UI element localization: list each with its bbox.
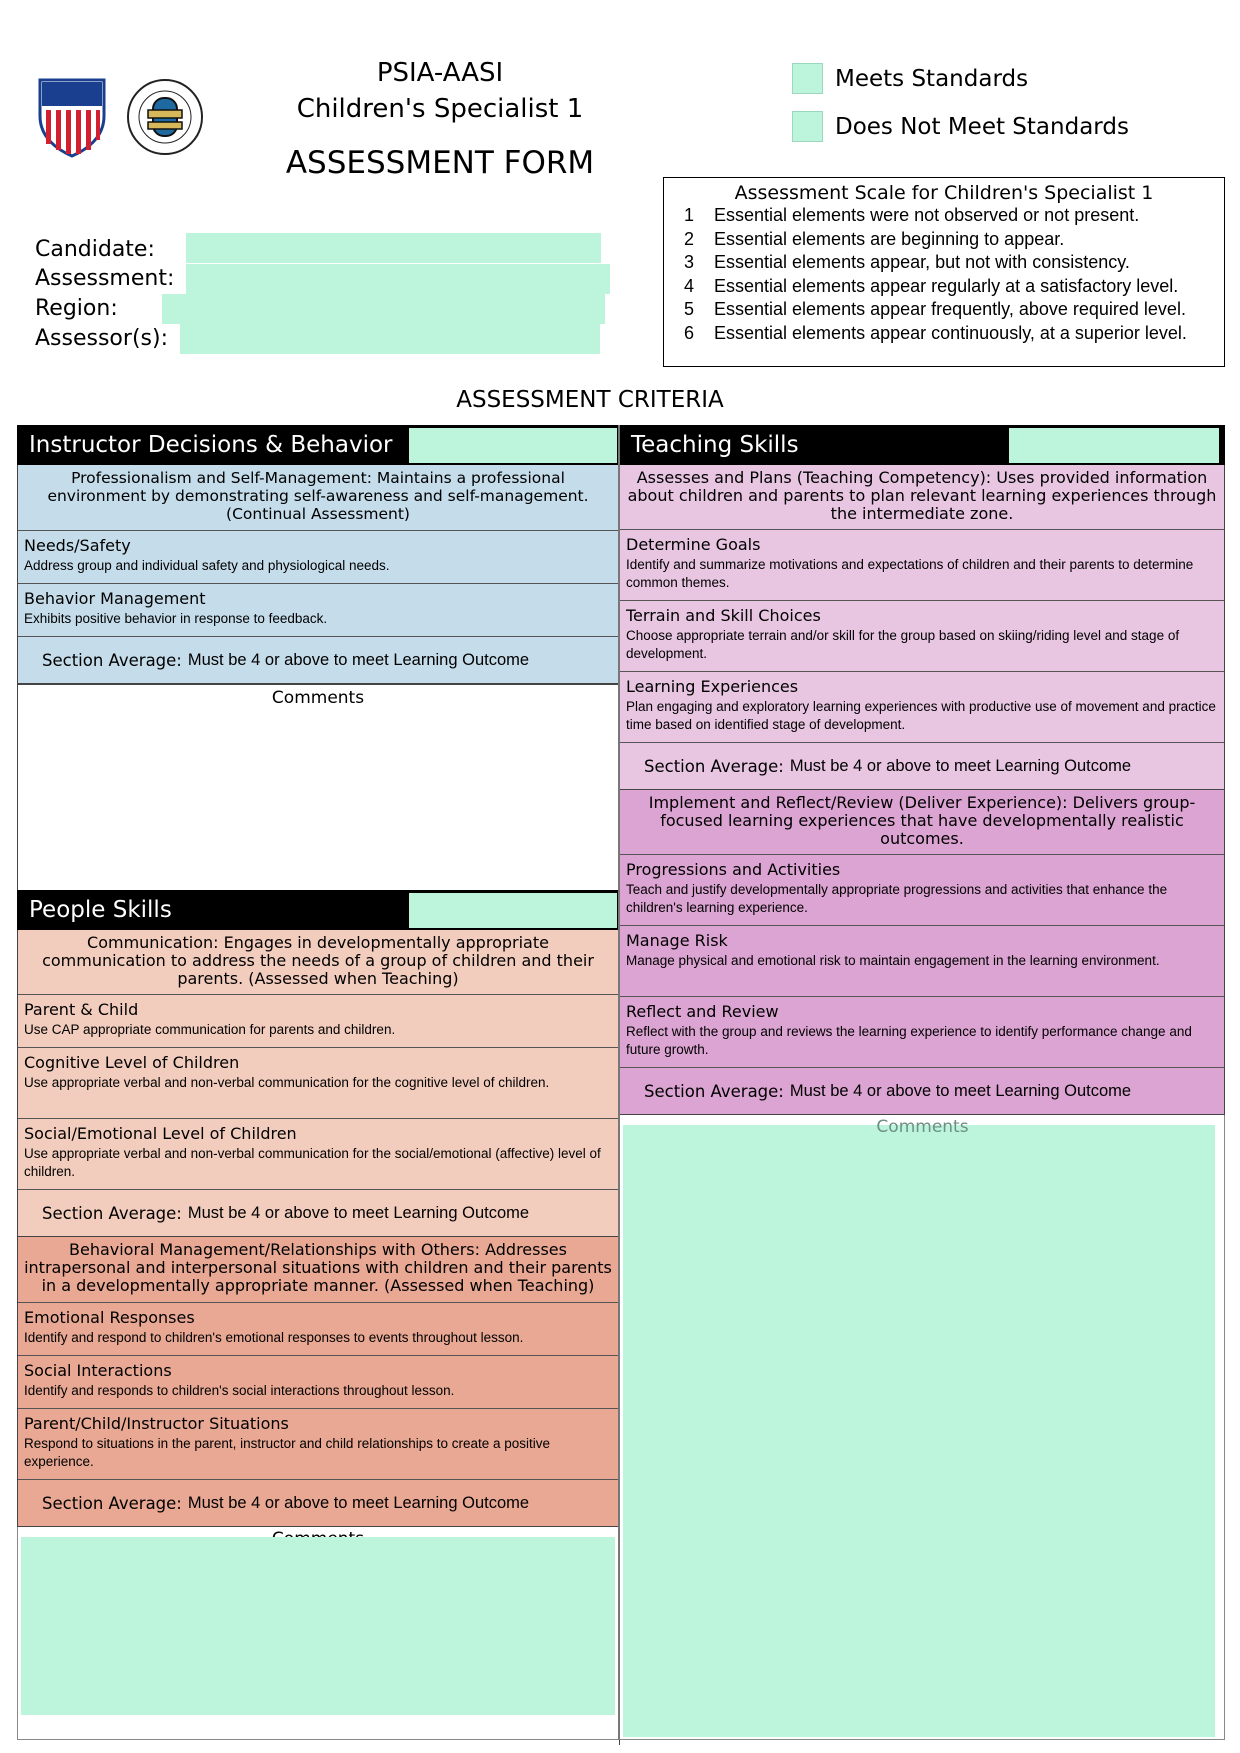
teaching-comments[interactable] <box>619 1115 1225 1745</box>
people-comments-field[interactable] <box>21 1537 615 1715</box>
instructor-criteria <box>17 465 619 684</box>
teaching-comments-field[interactable] <box>623 1125 1215 1737</box>
communication-criteria <box>17 930 619 1237</box>
assesses-plans-intro: Assesses and Plans (Teaching Competency): Uses provided information about children and parents to plan relevant learning experiences through the intermediate zone. <box>620 465 1224 530</box>
list-item: Needs/Safety Address group and individual safety and physiological needs. <box>18 531 618 584</box>
assessment-field[interactable] <box>186 264 610 294</box>
list-item: Learning Experiences Plan engaging and exploratory learning experiences with productive use of movement and practice time based on identified stage of development. <box>620 672 1224 743</box>
people-comments[interactable] <box>17 1527 619 1720</box>
assesses-plans-criteria <box>619 465 1225 790</box>
implement-reflect-section-average[interactable]: Section Average: Must be 4 or above to meet Learning Outcome <box>644 1081 1132 1101</box>
candidate-field[interactable] <box>186 233 601 263</box>
instructor-intro: Professionalism and Self-Management: Maintains a professional environment by demonstrating self-awareness and self-management. (Continual Assessment) <box>18 465 618 531</box>
org-title: PSIA-AASI <box>376 58 504 88</box>
behavioral-intro: Behavioral Management/Relationships with Others: Addresses intrapersonal and interpersonal situations with children and their parents in a developmentally appropriate manner. (Assessed when Teaching) <box>18 1237 618 1303</box>
assessment-scale <box>663 177 1225 367</box>
right-column <box>619 425 1225 1745</box>
list-item: Parent/Child/Instructor Situations Respond to situations in the parent, instructor and child relationships to create a positive experience. <box>18 1409 618 1480</box>
region-field[interactable] <box>162 294 605 324</box>
scale-row: 1 Essential elements were not observed or not present. <box>683 205 1140 225</box>
psia-logo <box>36 76 108 158</box>
communication-intro: Communication: Engages in developmentally appropriate communication to address the needs of a group of children and their parents. (Assessed when Teaching) <box>18 930 618 995</box>
list-item: Emotional Responses Identify and respond to children's emotional responses to events throughout lesson. <box>18 1303 618 1356</box>
list-item: Social Interactions Identify and responds to children's social interactions throughout lesson. <box>18 1356 618 1409</box>
assessors-label: Assessor(s): <box>35 326 168 351</box>
left-column <box>17 425 619 1720</box>
scale-row: 2 Essential elements are beginning to appear. <box>683 228 1065 249</box>
people-score-field[interactable] <box>409 893 617 928</box>
form-title: ASSESSMENT FORM <box>285 145 595 181</box>
instructor-score-field[interactable] <box>409 428 617 463</box>
people-section-header <box>17 890 619 930</box>
criteria-title: ASSESSMENT CRITERIA <box>456 387 724 413</box>
list-item: Social/Emotional Level of Children Use appropriate verbal and non-verbal communication for the social/emotional (affective) level of children. <box>18 1119 618 1190</box>
communication-section-average[interactable]: Section Average: Must be 4 or above to meet Learning Outcome <box>42 1203 530 1223</box>
instructor-comments[interactable] <box>17 684 619 890</box>
scale-title: Assessment Scale for Children's Specialist 1 <box>734 182 1154 204</box>
assessment-label: Assessment: <box>35 266 175 291</box>
assesses-plans-section-average[interactable]: Section Average: Must be 4 or above to meet Learning Outcome <box>644 756 1132 776</box>
list-item: Parent & Child Use CAP appropriate communication for parents and children. <box>18 995 618 1048</box>
list-item: Progressions and Activities Teach and justify developmentally appropriate progressions and activities that enhance the children's learning experience. <box>620 855 1224 926</box>
instructor-section-header <box>17 425 619 465</box>
column-divider <box>618 425 620 1740</box>
comments-label: Comments <box>876 1117 969 1137</box>
region-label: Region: <box>35 296 118 321</box>
instructor-section-average[interactable]: Section Average: Must be 4 or above to meet Learning Outcome <box>42 650 530 670</box>
candidate-label: Candidate: <box>35 237 155 262</box>
course-title: Children's Specialist 1 <box>296 94 584 124</box>
scale-row: 5 Essential elements appear frequently, above required level. <box>683 299 1186 320</box>
aasi-logo <box>126 78 204 156</box>
comments-label: Comments <box>271 688 365 708</box>
not-meets-standards-checkbox[interactable] <box>792 111 823 142</box>
scale-row: 3 Essential elements appear, but not with consistency. <box>683 252 1130 273</box>
implement-reflect-intro: Implement and Reflect/Review (Deliver Experience): Delivers group-focused learning experiences that have developmentally realistic outcomes. <box>620 790 1224 855</box>
list-item: Cognitive Level of Children Use appropriate verbal and non-verbal communication for the cognitive level of children. <box>18 1048 618 1119</box>
instructor-section-title: Instructor Decisions & Behavior <box>29 432 393 458</box>
list-item: Reflect and Review Reflect with the group and reviews the learning experience to identify performance change and future growth. <box>620 997 1224 1068</box>
scale-row: 4 Essential elements appear regularly at a satisfactory level. <box>683 275 1179 296</box>
not-meets-standards-label: Does Not Meet Standards <box>835 114 1129 140</box>
scale-row: 6 Essential elements appear continuously, at a superior level. <box>683 322 1187 343</box>
behavioral-section-average[interactable]: Section Average: Must be 4 or above to meet Learning Outcome <box>42 1493 530 1513</box>
meets-standards-checkbox[interactable] <box>792 63 823 94</box>
behavioral-criteria <box>17 1237 619 1527</box>
teaching-score-field[interactable] <box>1009 428 1219 463</box>
list-item: Manage Risk Manage physical and emotional risk to maintain engagement in the learning environment. <box>620 926 1224 997</box>
teaching-section-title: Teaching Skills <box>631 432 799 458</box>
list-item: Terrain and Skill Choices Choose appropriate terrain and/or skill for the group based on skiing/riding level and stage of development. <box>620 601 1224 672</box>
meets-standards-label: Meets Standards <box>835 66 1029 92</box>
list-item: Determine Goals Identify and summarize motivations and expectations of children and their parents to determine common themes. <box>620 530 1224 601</box>
list-item: Behavior Management Exhibits positive behavior in response to feedback. <box>18 584 618 637</box>
implement-reflect-criteria <box>619 790 1225 1115</box>
assessors-field[interactable] <box>180 324 600 354</box>
teaching-section-header <box>619 425 1225 465</box>
people-section-title: People Skills <box>29 897 172 923</box>
